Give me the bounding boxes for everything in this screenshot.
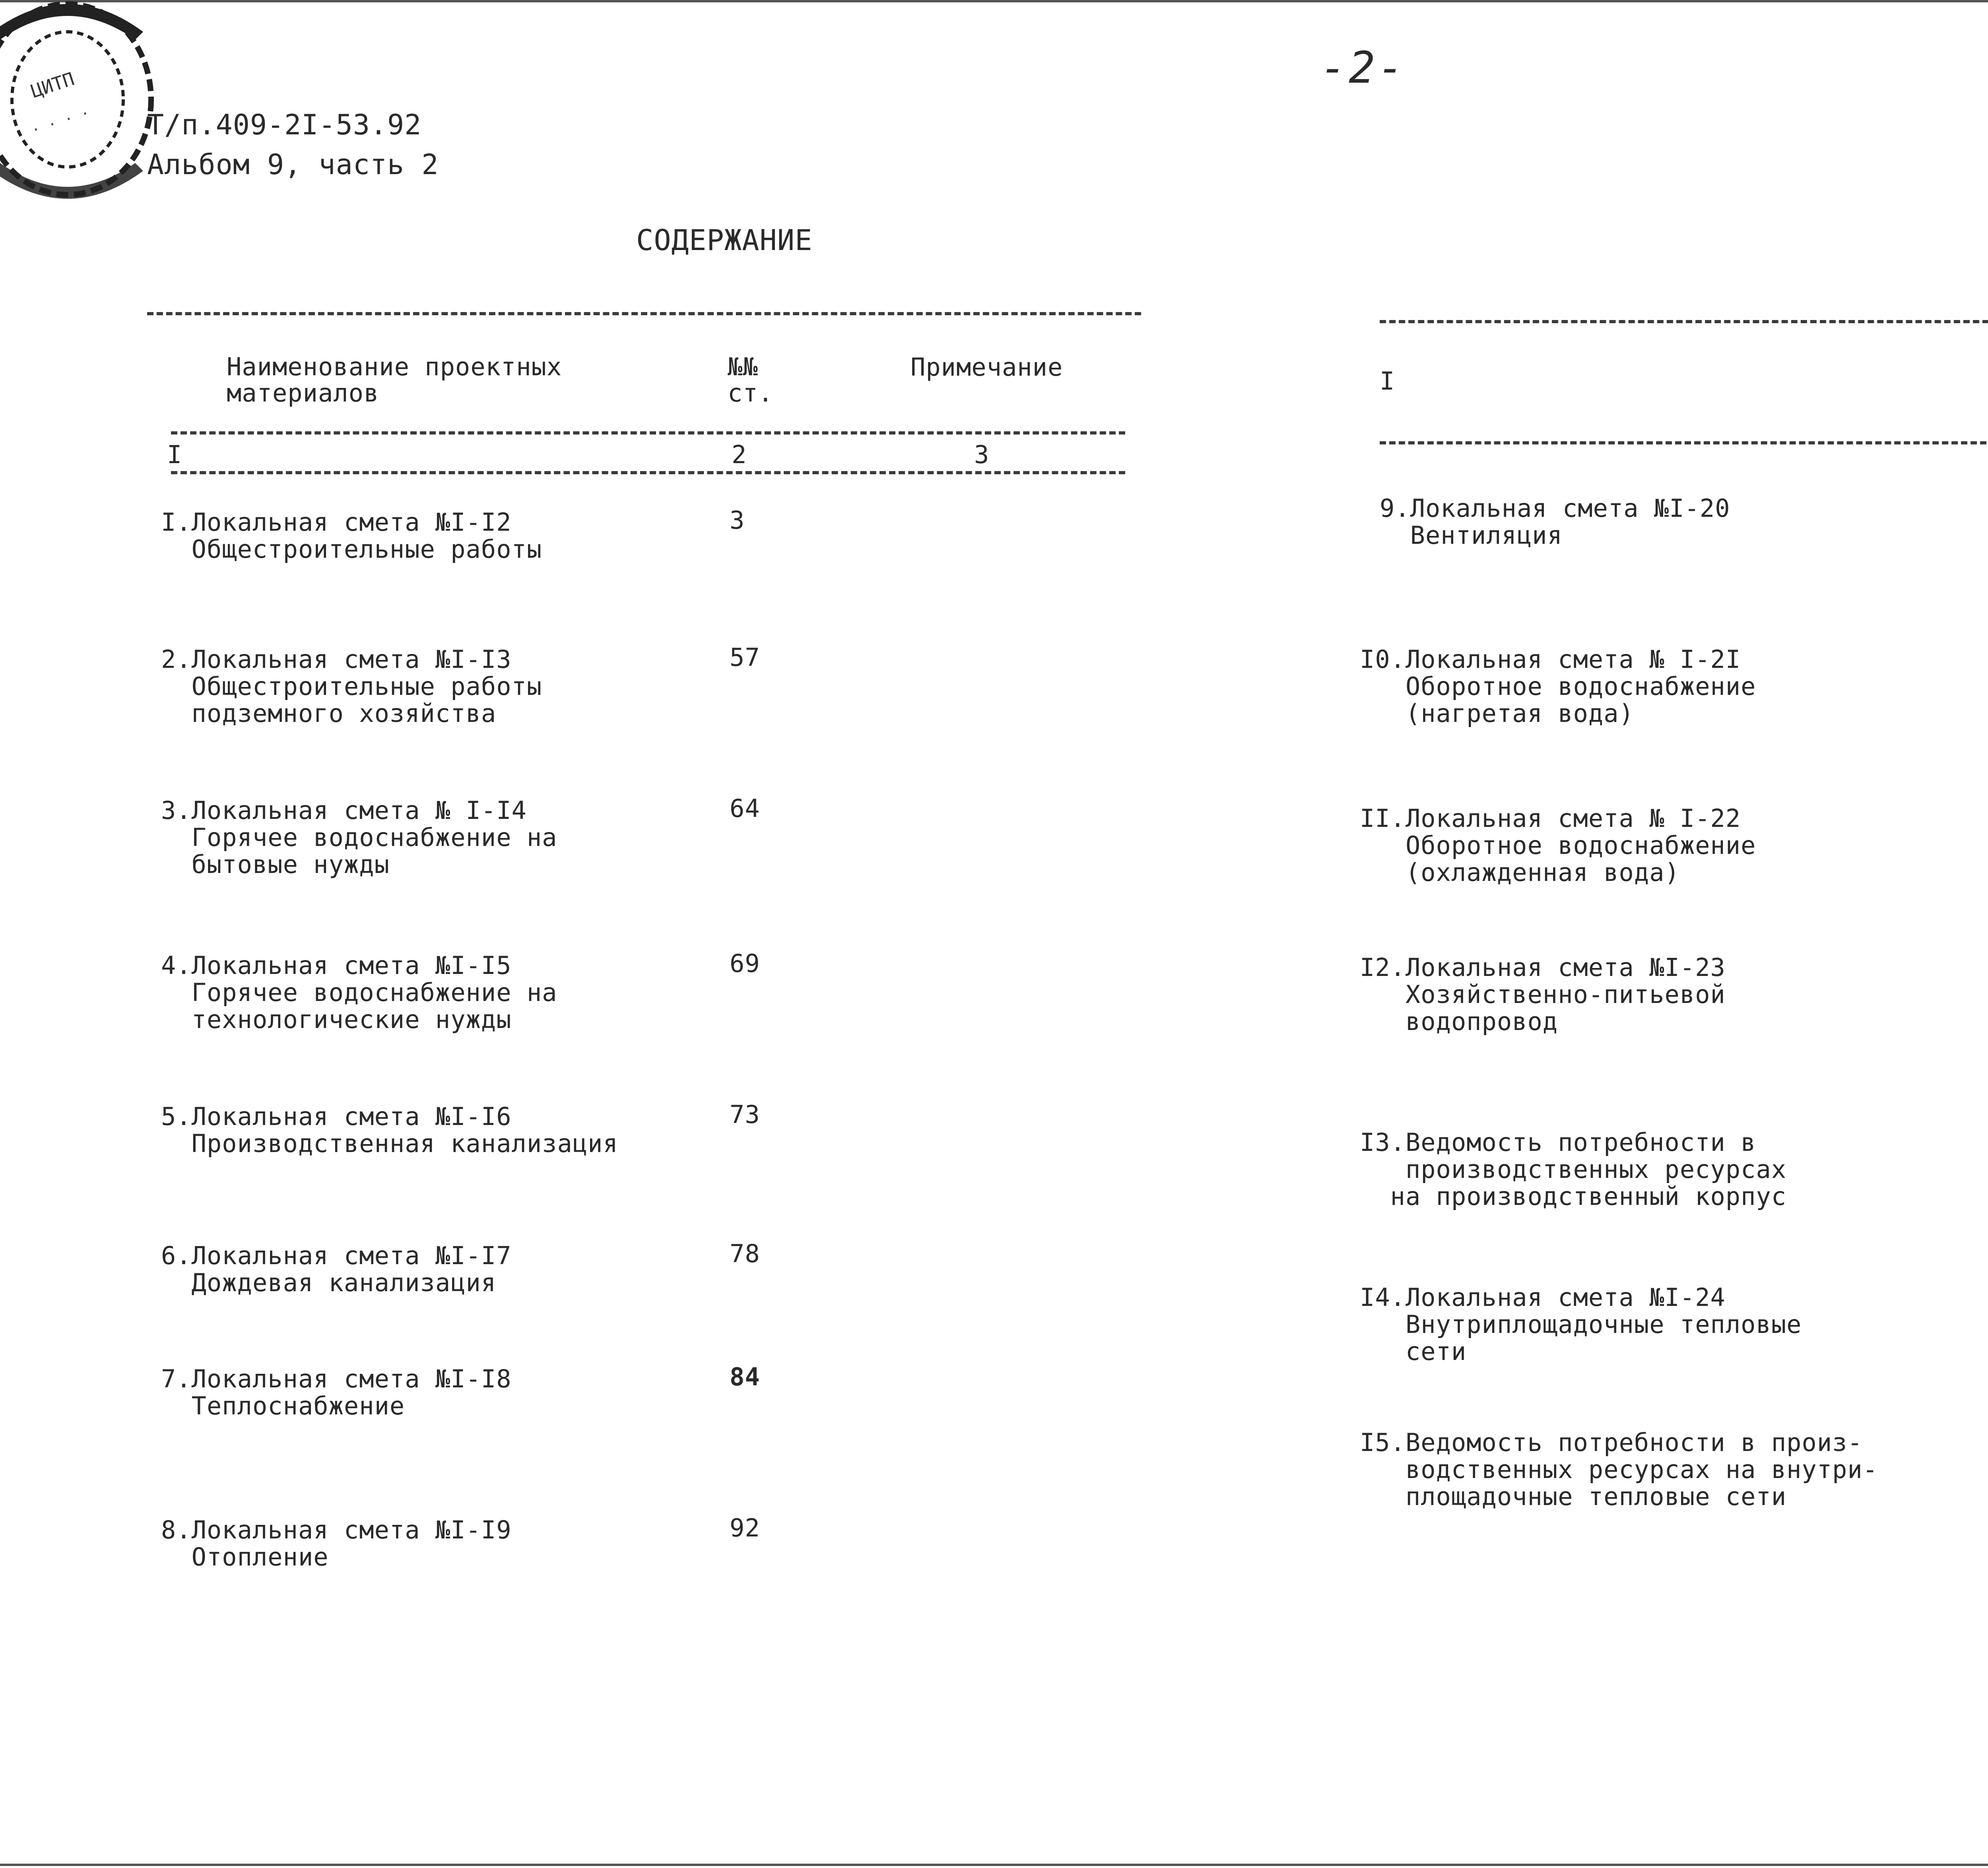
- list-item: I2.Локальная смета №I-23 Хозяйственно-питьевой водопровод: [1360, 953, 1726, 1036]
- left-col2-header: №№ ст.: [728, 352, 773, 407]
- left-header-rule: [171, 431, 1125, 435]
- svg-text:· · · ·: · · · ·: [29, 105, 92, 139]
- right-colnum-1: I: [1380, 367, 1395, 396]
- list-item-page: 3: [730, 506, 745, 535]
- page-title: СОДЕРЖАНИЕ: [636, 223, 813, 257]
- right-colnum-rule: [1380, 441, 1988, 444]
- bottom-edge-line: [0, 1864, 1988, 1866]
- list-item-page: 64: [730, 794, 760, 823]
- right-table-top-rule: [1380, 320, 1988, 323]
- left-colnum-2: 2: [732, 440, 747, 469]
- list-item: 2.Локальная смета №I-I3 Общестроительные работы подземного хозяйства: [161, 645, 542, 728]
- doc-code: Т/п.409-2I-53.92: [147, 109, 422, 141]
- list-item-page: 84: [730, 1362, 760, 1391]
- list-item: I3.Ведомость потребности в производственных ресурсах на производственный корпус: [1360, 1128, 1787, 1211]
- list-item: I5.Ведомость потребности в произ- водственных ресурсах на внутри- площадочные тепловые сети: [1360, 1428, 1878, 1511]
- left-colnum-rule: [171, 471, 1125, 474]
- left-colnum-3: 3: [974, 440, 990, 469]
- list-item: I.Локальная смета №I-I2 Общестроительные работы: [161, 508, 542, 564]
- list-item-page: 78: [730, 1239, 760, 1268]
- left-col1-header: Наименование проектных материалов: [227, 352, 562, 407]
- list-item-page: 57: [730, 643, 760, 672]
- list-item: 3.Локальная смета № I-I4 Горячее водоснабжение на бытовые нужды: [161, 796, 557, 879]
- list-item: 6.Локальная смета №I-I7 Дождевая канализация: [161, 1241, 512, 1297]
- svg-text:ЦИТП: ЦИТП: [28, 68, 77, 102]
- list-item: 8.Локальная смета №I-I9 Отопление: [161, 1515, 512, 1571]
- list-item: I4.Локальная смета №I-24 Внутриплощадочные тепловые сети: [1360, 1283, 1802, 1366]
- list-item: 9.Локальная смета №I-20 Вентиляция: [1380, 494, 1730, 550]
- left-colnum-1: I: [167, 440, 182, 469]
- left-table-top-rule: [147, 312, 1141, 315]
- album-label: Альбом 9, часть 2: [147, 148, 439, 181]
- list-item: 7.Локальная смета №I-I8 Теплоснабжение: [161, 1364, 512, 1420]
- page-number: -2-: [1320, 42, 1406, 93]
- list-item: I0.Локальная смета № I-2I Оборотное водоснабжение (нагретая вода): [1360, 645, 1756, 728]
- list-item: 4.Локальная смета №I-I5 Горячее водоснабжение на технологические нужды: [161, 951, 557, 1034]
- list-item: II.Локальная смета № I-22 Оборотное водоснабжение (охлажденная вода): [1360, 804, 1756, 887]
- left-col3-header: Примечание: [911, 353, 1063, 382]
- list-item-page: 73: [730, 1100, 760, 1129]
- list-item-page: 92: [730, 1513, 760, 1542]
- list-item-page: 69: [730, 949, 760, 978]
- top-edge-line: [0, 0, 1988, 2]
- list-item: 5.Локальная смета №I-I6 Производственная канализация: [161, 1102, 618, 1158]
